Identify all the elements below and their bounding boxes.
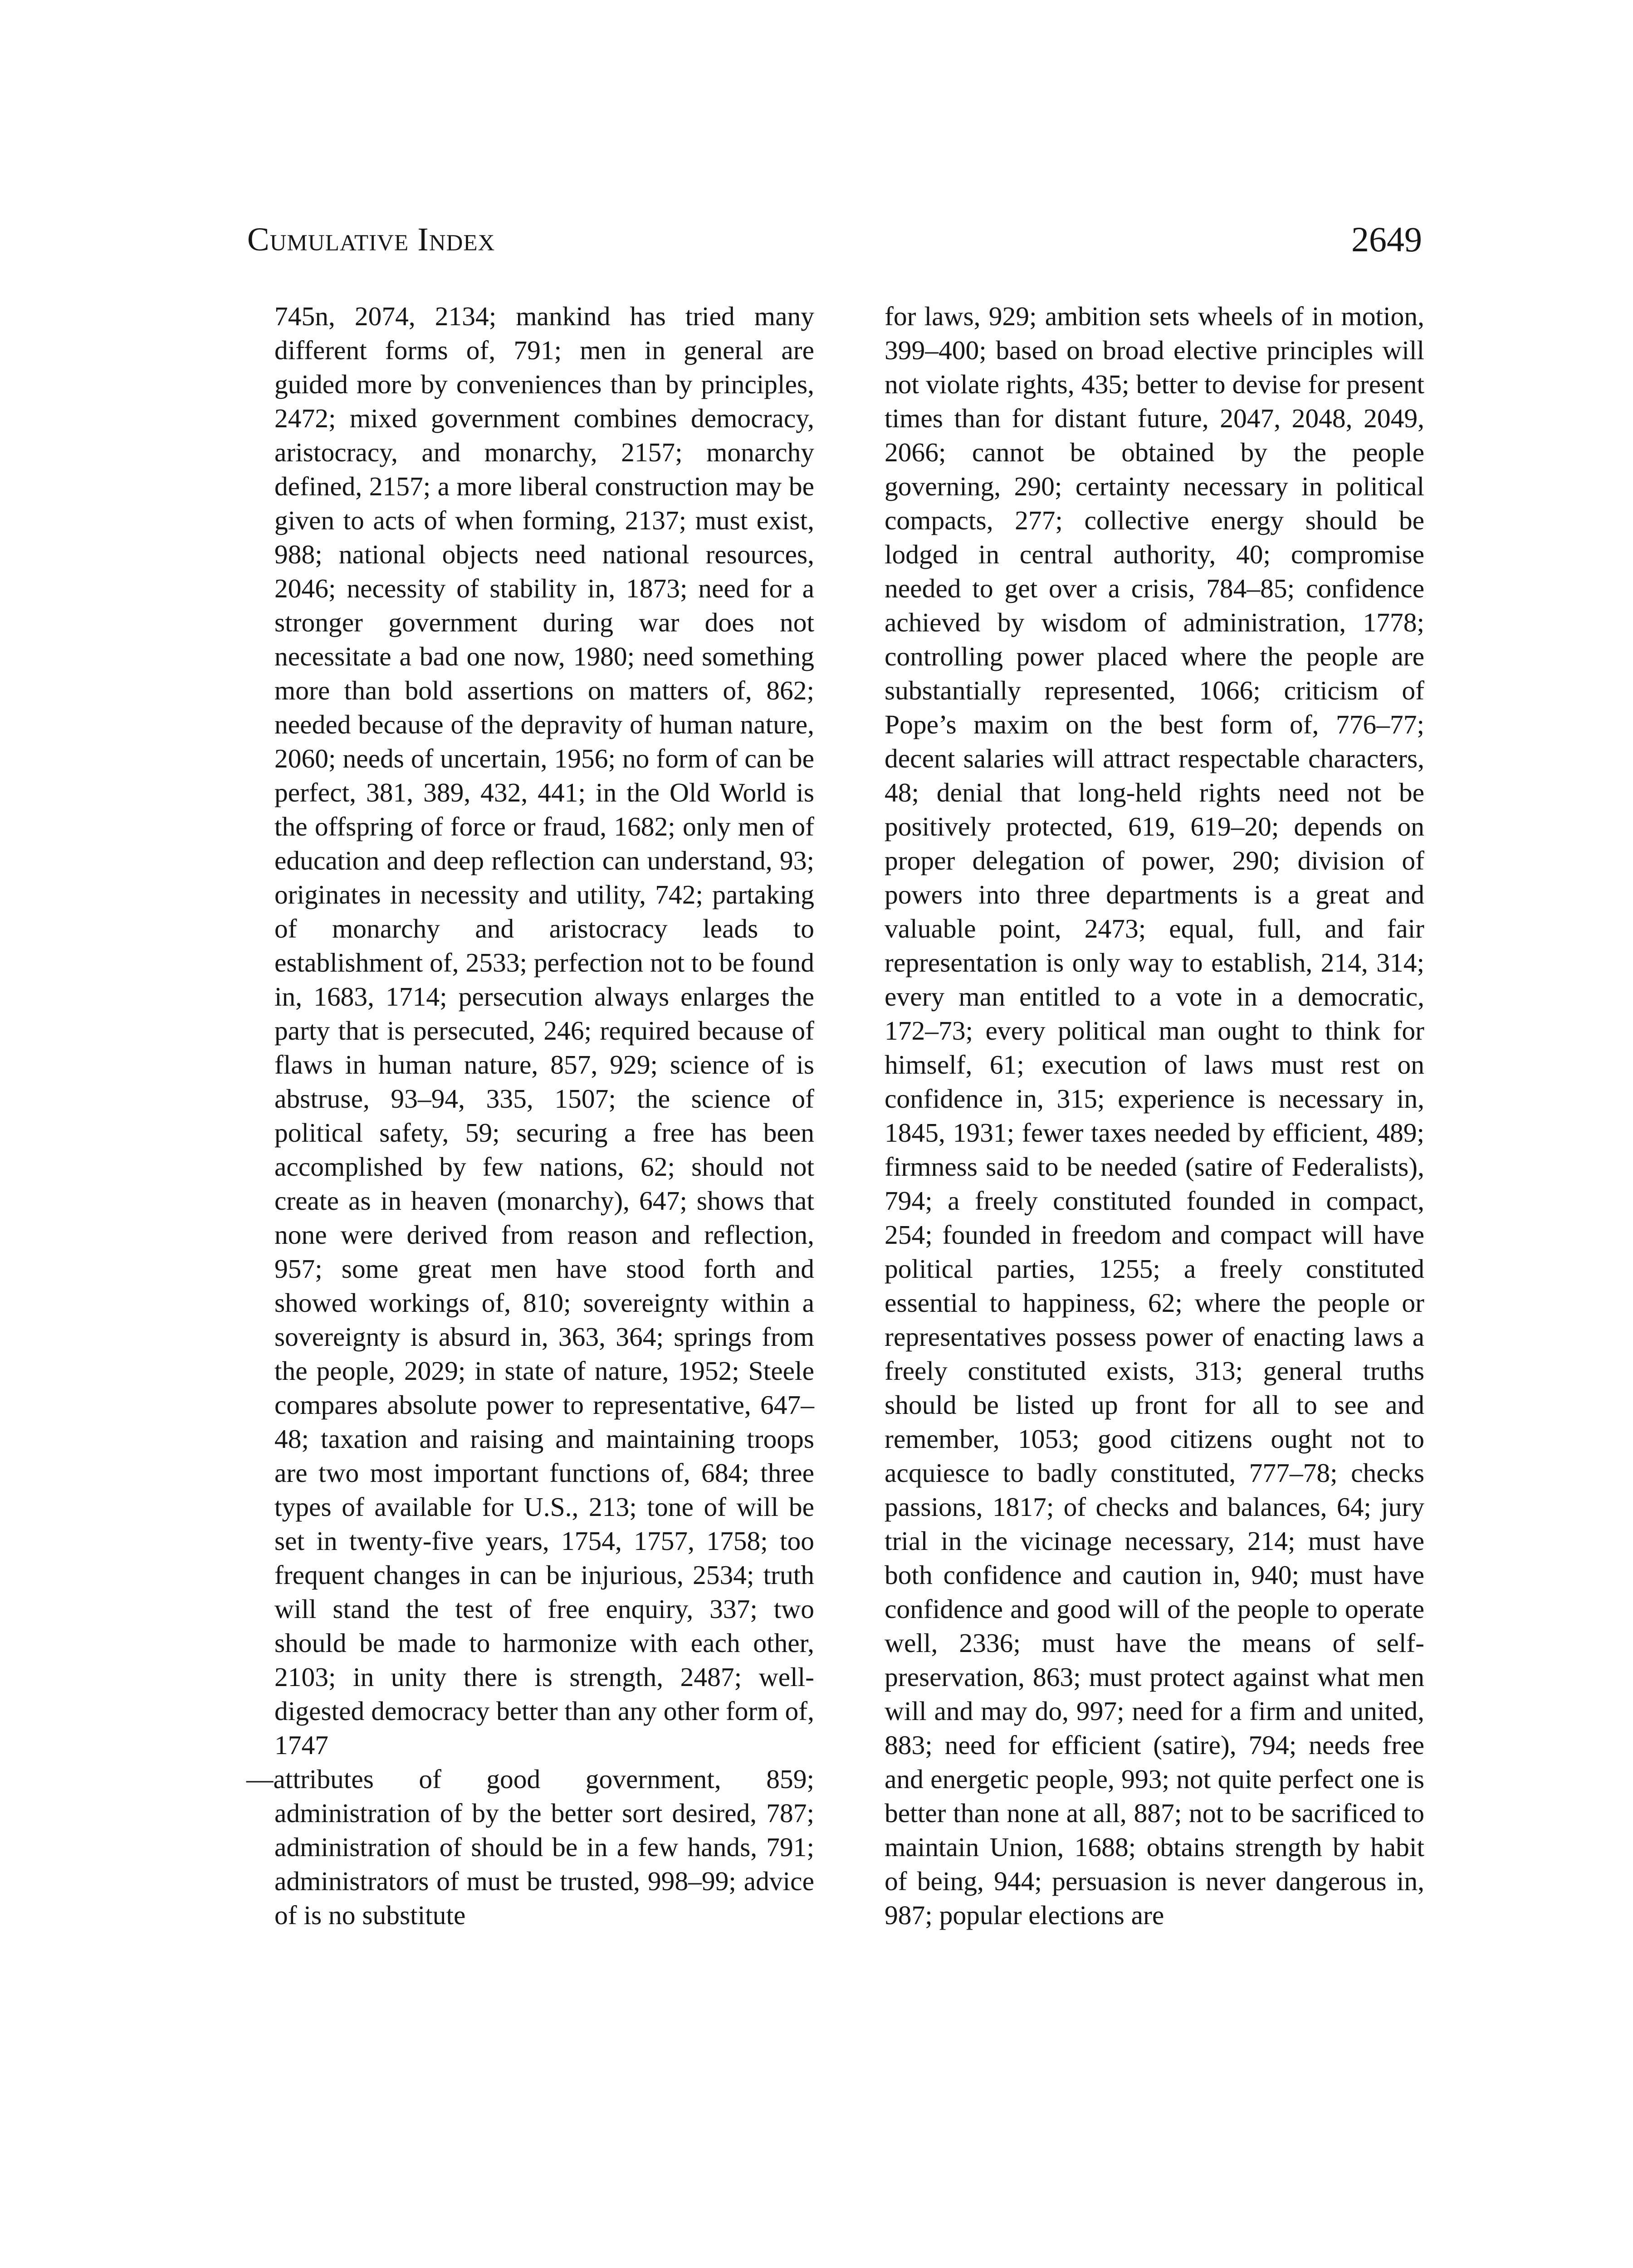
page-number: 2649 [1351,220,1422,259]
index-subentry: —attributes of good government, 859; administration of by the better sort desired, 787; administration of should be in a few hands, 791; administrators of must be trusted, 998–99; advice of is no substitute [246,1764,814,1930]
index-entry-continued-right: for laws, 929; ambition sets wheels of in motion, 399–400; based on broad elective principles will not violate rights, 435; better to devise for present times than for distant future, 2047, 2048, 2049, 2066; cannot be obtained by the people governing, 290; certainty necessary in political compacts, 277; collective energy should be lodged in central authority, 40; compromise needed to get over a crisis, 784–85; confidence achieved by wisdom of administration, 1778; controlling power placed where the people are substantially represented, 1066; criticism of Pope’s maxim on the best form of, 776–77; decent salaries will attract respectable characters, 48; denial that long-held rights need not be positively protected, 619, 619–20; depends on proper delegation of power, 290; division of powers into three departments is a great and valuable point, 2473; equal, full, and fair representation is only way to establish, 214, 314; every man entitled to a vote in a democratic, 172–73; every political man ought to think for himself, 61; execution of laws must rest on confidence in, 315; experience is necessary in, 1845, 1931; fewer taxes needed by efficient, 489; firmness said to be needed (satire of Federalists), 794; a freely constituted founded in compact, 254; founded in freedom and compact will have political parties, 1255; a freely constituted essential to happiness, 62; where the people or representatives possess power of enacting laws a freely constituted exists, 313; general truths should be listed up front for all to see and remember, 1053; good citizens ought not to acquiesce to badly constituted, 777–78; checks passions, 1817; of checks and balances, 64; jury trial in the vicinage necessary, 214; must have both confidence and caution in, 940; must have confidence and good will of the people to operate well, 2336; must have the means of self-preservation, 863; must protect against what men will and may do, 997; need for a firm and united, 883; need for efficient (satire), 794; needs free and energetic people, 993; not quite perfect one is better than none at all, 887; not to be sacrificed to maintain Union, 1688; obtains strength by habit of being, 944; persuasion is never dangerous in, 987; popular elections are [885,301,1424,1930]
running-head-title: Cumulative Index [247,221,495,258]
index-entry-continued: 745n, 2074, 2134; mankind has tried many different forms of, 791; men in general are guided more by conveniences than by principles, 2472; mixed government combines democracy, aristocracy, and monarchy, 2157; monarchy defined, 2157; a more liberal construction may be given to acts of when forming, 2137; must exist, 988; national objects need national resources, 2046; necessity of stability in, 1873; need for a stronger government during war does not necessitate a bad one now, 1980; need something more than bold assertions on matters of, 862; needed because of the depravity of human nature, 2060; needs of uncertain, 1956; no form of can be perfect, 381, 389, 432, 441; in the Old World is the offspring of force or fraud, 1682; only men of education and deep reflection can understand, 93; originates in necessity and utility, 742; partaking of monarchy and aristocracy leads to establishment of, 2533; perfection not to be found in, 1683, 1714; persecution always enlarges the party that is persecuted, 246; required because of flaws in human nature, 857, 929; science of is abstruse, 93–94, 335, 1507; the science of political safety, 59; securing a free has been accomplished by few nations, 62; should not create as in heaven (monarchy), 647; shows that none were derived from reason and reflection, 957; some great men have stood forth and showed workings of, 810; sovereignty within a sovereignty is absurd in, 363, 364; springs from the people, 2029; in state of nature, 1952; Steele compares absolute power to representative, 647–48; taxation and raising and maintaining troops are two most important functions of, 684; three types of available for U.S., 213; tone of will be set in twenty-five years, 1754, 1757, 1758; too frequent changes in can be injurious, 2534; truth will stand the test of free enquiry, 337; two should be made to harmonize with each other, 2103; in unity there is strength, 2487; well-digested democracy better than any other form of, 1747 [274,301,814,1760]
index-column-right [885,299,1424,1932]
index-column-left [246,299,814,1932]
running-head [247,217,1422,271]
